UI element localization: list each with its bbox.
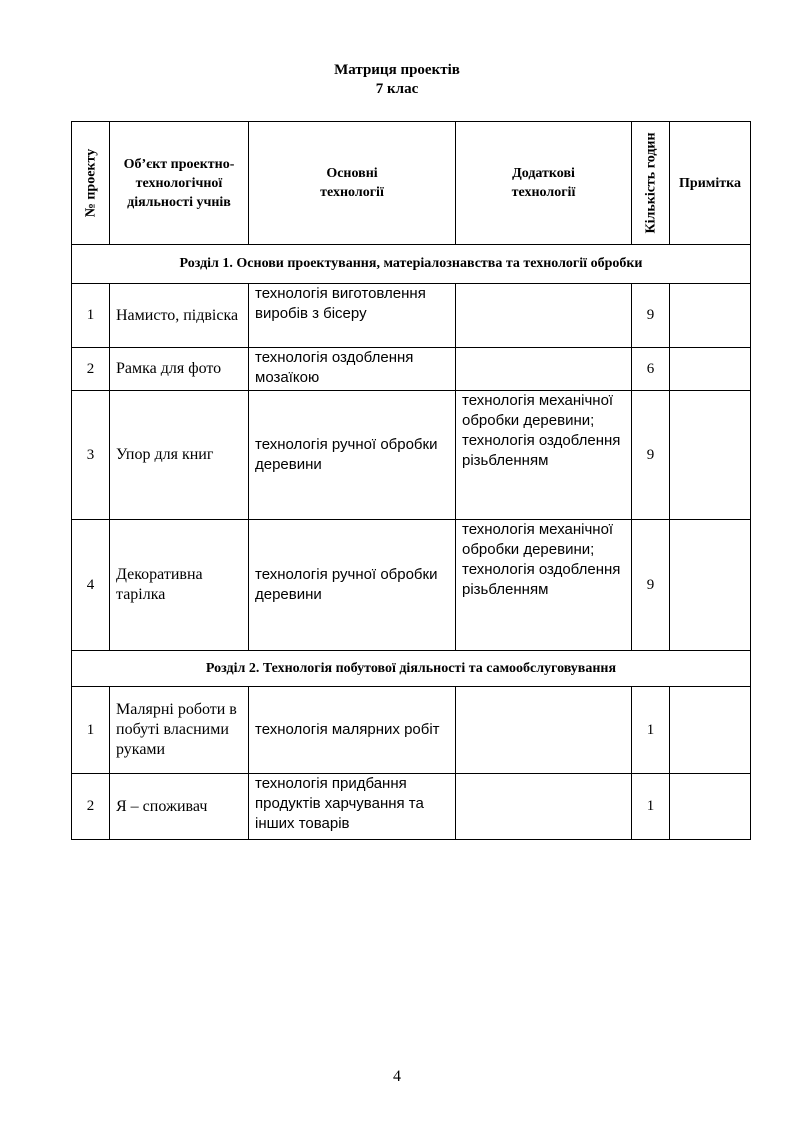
cell-main-tech: технологія ручної обробки деревини [249,391,456,520]
table-header-row [72,122,751,245]
table-row [72,774,751,840]
cell-extra-tech [456,687,632,774]
cell-hours: 6 [632,348,670,391]
cell-main-tech: технологія оздоблення мозаїкою [249,348,456,391]
cell-object: Я – споживач [110,774,249,840]
section-row [72,651,751,687]
cell-object: Упор для книг [110,391,249,520]
cell-extra-tech: технологія механічної обробки деревини; технологія оздоблення різьбленням [456,391,632,520]
cell-main-tech: технологія виготовлення виробів з бісеру [249,284,456,348]
section-row [72,245,751,284]
cell-hours: 9 [632,284,670,348]
cell-note [670,391,751,520]
cell-extra-tech [456,284,632,348]
table-row [72,687,751,774]
cell-hours: 1 [632,774,670,840]
cell-extra-tech: технологія механічної обробки деревини; технологія оздоблення різьбленням [456,520,632,651]
table-row [72,284,751,348]
header-project-number: № проекту [72,122,110,245]
cell-note [670,687,751,774]
cell-note [670,520,751,651]
project-matrix-table [71,121,751,840]
table-row [72,348,751,391]
cell-hours: 9 [632,520,670,651]
document-title: Матриця проектів [334,62,460,78]
cell-main-tech: технологія придбання продуктів харчування та інших товарів [249,774,456,840]
table-row [72,520,751,651]
cell-number: 2 [72,348,110,391]
cell-hours: 1 [632,687,670,774]
cell-number: 2 [72,774,110,840]
cell-extra-tech [456,774,632,840]
cell-main-tech: технологія ручної обробки деревини [249,520,456,651]
cell-object: Малярні роботи в побуті власними руками [110,687,249,774]
section-title: Розділ 1. Основи проектування, матеріалознавства та технології обробки [72,245,751,284]
cell-number: 4 [72,520,110,651]
cell-extra-tech [456,348,632,391]
cell-object: Декоративна тарілка [110,520,249,651]
cell-note [670,774,751,840]
cell-hours: 9 [632,391,670,520]
cell-object: Намисто, підвіска [110,284,249,348]
document-subtitle: 7 клас [375,81,419,97]
cell-object: Рамка для фото [110,348,249,391]
header-extra-technologies: Додаткові технології [456,122,632,245]
cell-note [670,348,751,391]
cell-number: 3 [72,391,110,520]
table-row [72,391,751,520]
cell-number: 1 [72,284,110,348]
header-note: Примітка [670,122,751,245]
page-number: 4 [393,1068,401,1085]
header-hours: Кількість годин [632,122,670,245]
cell-number: 1 [72,687,110,774]
header-main-technologies: Основні технології [249,122,456,245]
section-title: Розділ 2. Технологія побутової діяльності та самообслуговування [72,651,751,687]
cell-note [670,284,751,348]
cell-main-tech: технологія малярних робіт [249,687,456,774]
header-object: Об’єкт проектно-технологічної діяльності учнів [110,122,249,245]
